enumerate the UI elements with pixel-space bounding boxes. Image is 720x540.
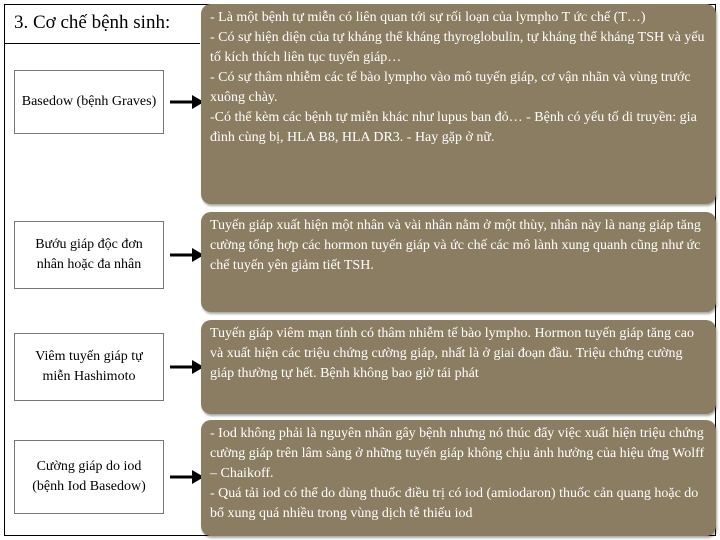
description-line: Tuyến giáp xuất hiện một nhân và vài nhân nằm ở một thùy, nhân này là nang giáp tăng cường tổng hợp các hormon tuyến giáp và ức chế các mô lành xung quanh cũng như ức chế tuyến yên giảm tiết TSH. — [210, 218, 701, 273]
label-iodine-basedow: Cường giáp do iod (bệnh Iod Basedow) — [14, 440, 164, 514]
description-iodine-basedow — [201, 420, 716, 536]
description-line: -Có thể kèm các bệnh tự miễn khác như lupus ban đỏ… - Bệnh có yếu tố di truyền: gia đình cùng bị, HLA B8, HLA DR3. - Hay gặp ở nữ. — [210, 110, 697, 145]
label-basedow: Basedow (bệnh Graves) — [14, 70, 164, 134]
arrow-right-icon — [170, 469, 204, 485]
heading-underline — [4, 43, 200, 44]
label-toxic-goiter: Bướu giáp độc đơn nhân hoặc đa nhân — [14, 221, 164, 289]
description-line: - Quá tải iod có thể do dùng thuốc điều trị có iod (amiodaron) thuốc cản quang hoặc do bổ xung quá nhiều trong vùng dịch tễ thiếu iod — [210, 486, 699, 521]
description-basedow — [201, 4, 716, 204]
section-heading: 3. Cơ chế bệnh sinh: — [14, 12, 171, 33]
description-hashimoto — [201, 320, 716, 414]
arrow-right-icon — [170, 247, 204, 263]
description-line: - Có sự hiện diện của tự kháng thể kháng thyroglobulin, tự kháng thể kháng TSH và yếu tố kích thích liên tục tuyến giáp… — [210, 30, 705, 65]
label-hashimoto: Viêm tuyến giáp tự miễn Hashimoto — [14, 333, 164, 401]
description-line: Tuyến giáp viêm mạn tính có thâm nhiễm tế bào lympho. Hormon tuyến giáp tăng cao và xuất hiện các triệu chứng cường giáp, nhất là ở giai đoạn đầu. Triệu chứng cường giáp thường tự hết. Bệnh không bao giờ tái phát — [210, 326, 694, 381]
description-line: - Có sự thâm nhiễm các tế bào lympho vào mô tuyến giáp, cơ vận nhãn và vùng trước xuông chày. — [210, 70, 691, 105]
description-line: - Là một bệnh tự miễn có liên quan tới sự rối loạn của lympho T ức chế (T…) — [210, 10, 646, 25]
arrow-right-icon — [170, 359, 204, 375]
arrow-right-icon — [170, 94, 204, 110]
description-toxic-goiter — [201, 212, 716, 312]
description-line: - Iod không phải là nguyên nhân gây bệnh nhưng nó thúc đẩy việc xuất hiện triệu chứng cường giáp trên lâm sàng ở những tuyến giáp không chịu ảnh hưởng của hiệu ứng Wolff – Chaikoff. — [210, 426, 705, 481]
